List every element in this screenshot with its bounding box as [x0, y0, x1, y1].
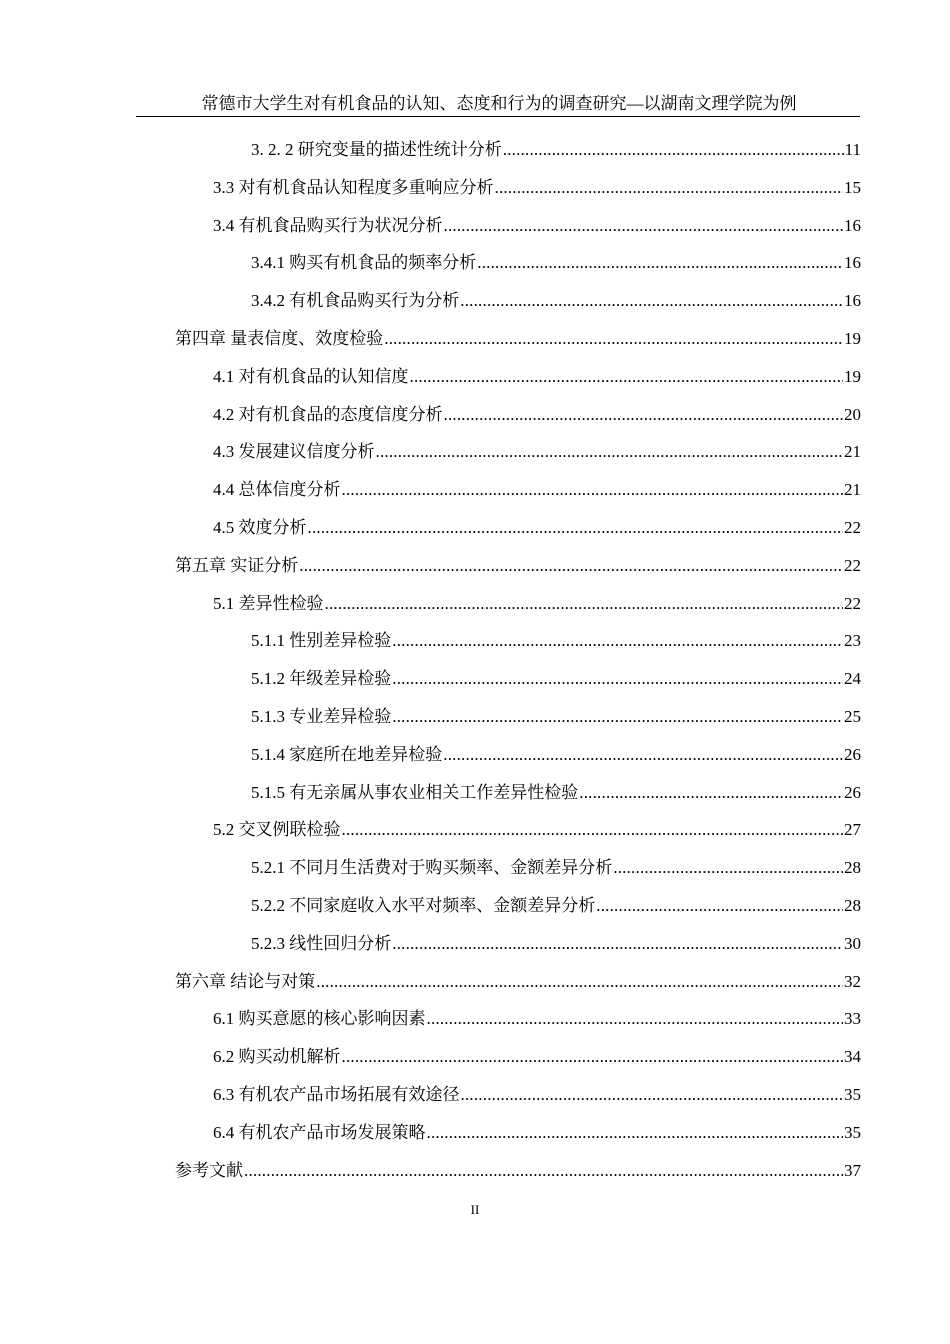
toc-entry-title: 第六章 结论与对策 — [175, 971, 316, 991]
toc-entry-title: 4.3 发展建议信度分析 — [213, 442, 375, 462]
toc-entry-page: 22 — [844, 555, 861, 575]
toc-entry[interactable] — [213, 471, 861, 509]
toc-entry-title: 3.4 有机食品购买行为状况分析 — [213, 215, 443, 235]
toc-dot-leader — [308, 509, 844, 547]
toc-entry-title: 3.4.1 购买有机食品的频率分析 — [251, 253, 477, 273]
toc-entry[interactable] — [213, 358, 861, 396]
toc-entry-title: 4.5 效度分析 — [213, 518, 307, 537]
toc-entry-title: 第五章 实证分析 — [175, 555, 299, 575]
toc-entry-title: 3. 2. 2 研究变量的描述性统计分析 — [251, 140, 502, 159]
running-header: 常德市大学生对有机食品的认知、态度和行为的调查研究—以湖南文理学院为例 — [201, 94, 797, 113]
toc-entry[interactable] — [251, 736, 861, 774]
toc-entry-title: 3.4.2 有机食品购买行为分析 — [251, 291, 460, 311]
toc-entry-title: 4.1 对有机食品的认知信度 — [213, 366, 409, 386]
toc-entry-title: 4.2 对有机食品的态度信度分析 — [213, 404, 443, 424]
toc-entry-title: 4.4 总体信度分析 — [213, 480, 341, 500]
toc-entry[interactable] — [213, 1038, 861, 1076]
toc-entry-title: 5.1.5 有无亲属从事农业相关工作差异性检验 — [251, 782, 579, 802]
toc-dot-leader — [443, 736, 843, 774]
toc-entry-page: 11 — [844, 140, 861, 159]
toc-dot-leader — [342, 1038, 844, 1076]
toc-dot-leader — [410, 358, 844, 396]
toc-entry-page: 33 — [844, 1009, 861, 1029]
toc-entry[interactable] — [251, 925, 861, 963]
toc-entry-page: 34 — [844, 1047, 861, 1067]
toc-entry-title: 第四章 量表信度、效度检验 — [175, 329, 384, 348]
toc-entry-title: 5.1.3 专业差异检验 — [251, 707, 392, 726]
toc-entry[interactable] — [251, 622, 861, 660]
toc-entry-page: 21 — [844, 480, 861, 500]
toc-entry-title: 5.2 交叉例联检验 — [213, 820, 341, 840]
toc-dot-leader — [392, 925, 843, 963]
toc-dot-leader — [444, 207, 844, 245]
header-rule — [136, 116, 860, 117]
toc-entry-title: 5.2.3 线性回归分析 — [251, 933, 392, 953]
toc-entry[interactable] — [251, 660, 861, 698]
toc-dot-leader — [244, 1152, 843, 1190]
toc-entry-title: 6.1 购买意愿的核心影响因素 — [213, 1009, 426, 1029]
toc-entry-page: 25 — [844, 707, 861, 726]
toc-entry[interactable] — [213, 585, 861, 623]
toc-entry[interactable] — [213, 433, 861, 471]
toc-entry[interactable] — [175, 547, 861, 585]
toc-entry[interactable] — [175, 320, 861, 358]
toc-entry-page: 26 — [844, 782, 861, 802]
toc-dot-leader — [503, 131, 844, 169]
toc-entry-page: 20 — [844, 404, 861, 424]
toc-entry-page: 28 — [844, 858, 861, 878]
toc-entry[interactable] — [251, 131, 861, 169]
toc-entry[interactable] — [251, 282, 861, 320]
toc-dot-leader — [342, 811, 844, 849]
toc-dot-leader — [495, 169, 844, 207]
toc-dot-leader — [392, 660, 843, 698]
toc-entry-page: 15 — [844, 177, 861, 197]
toc-entry[interactable] — [213, 1114, 861, 1152]
toc-dot-leader — [579, 774, 843, 812]
toc-entry[interactable] — [213, 1076, 861, 1114]
toc-entry-page: 26 — [844, 744, 861, 764]
toc-entry-page: 27 — [844, 820, 861, 840]
toc-entry-page: 28 — [844, 896, 861, 915]
toc-dot-leader — [376, 433, 844, 471]
toc-entry[interactable] — [213, 509, 861, 547]
toc-entry[interactable] — [251, 698, 861, 736]
toc-dot-leader — [384, 320, 843, 358]
toc-entry[interactable] — [251, 849, 861, 887]
toc-entry-page: 24 — [844, 669, 861, 689]
toc-entry[interactable] — [213, 207, 861, 245]
toc-dot-leader — [427, 1114, 844, 1152]
toc-entry-page: 35 — [844, 1122, 861, 1142]
toc-entry-page: 21 — [844, 442, 861, 462]
toc-dot-leader — [325, 585, 844, 623]
toc-entry-page: 37 — [844, 1160, 861, 1180]
toc-dot-leader — [299, 547, 843, 585]
toc-dot-leader — [392, 622, 843, 660]
toc-entry-title: 6.3 有机农产品市场拓展有效途径 — [213, 1085, 460, 1104]
toc-entry-page: 16 — [844, 253, 861, 273]
toc-dot-leader — [461, 1076, 844, 1114]
toc-entry[interactable] — [213, 1000, 861, 1038]
toc-entry-title: 6.2 购买动机解析 — [213, 1047, 341, 1067]
toc-entry-page: 16 — [844, 291, 861, 311]
toc-entry-title: 5.1.1 性别差异检验 — [251, 631, 392, 651]
toc-entry-page: 35 — [844, 1085, 861, 1104]
toc-entry-title: 5.2.1 不同月生活费对于购买频率、金额差异分析 — [251, 858, 613, 878]
toc-entry[interactable] — [175, 1152, 861, 1190]
toc-entry-page: 19 — [844, 366, 861, 386]
toc-dot-leader — [316, 963, 843, 1001]
toc-entry[interactable] — [251, 887, 861, 925]
toc-dot-leader — [613, 849, 843, 887]
toc-entry-title: 5.1.2 年级差异检验 — [251, 669, 392, 689]
toc-dot-leader — [444, 396, 844, 434]
page-number: II — [470, 1202, 480, 1217]
toc-entry[interactable] — [251, 774, 861, 812]
toc-entry[interactable] — [213, 811, 861, 849]
toc-entry-title: 参考文献 — [175, 1160, 243, 1180]
toc-entry-page: 32 — [844, 971, 861, 991]
toc-dot-leader — [596, 887, 843, 925]
toc-entry-page: 23 — [844, 631, 861, 651]
toc-entry-title: 5.1.4 家庭所在地差异检验 — [251, 744, 443, 764]
toc-entry[interactable] — [213, 169, 861, 207]
toc-dot-leader — [460, 282, 843, 320]
toc-dot-leader — [392, 698, 843, 736]
toc-entry-title: 5.2.2 不同家庭收入水平对频率、金额差异分析 — [251, 896, 596, 915]
toc-entry[interactable] — [251, 244, 861, 282]
toc-entry-title: 3.3 对有机食品认知程度多重响应分析 — [213, 177, 494, 197]
toc-entry-page: 30 — [844, 933, 861, 953]
toc-dot-leader — [427, 1000, 844, 1038]
toc-entry-page: 22 — [844, 518, 861, 537]
toc-entry-page: 19 — [844, 329, 861, 348]
toc-entry-title: 5.1 差异性检验 — [213, 593, 324, 613]
toc-entry[interactable] — [175, 963, 861, 1001]
toc-entry[interactable] — [213, 396, 861, 434]
toc-entry-title: 6.4 有机农产品市场发展策略 — [213, 1122, 426, 1142]
toc-entry-page: 22 — [844, 593, 861, 613]
toc-entry-page: 16 — [844, 215, 861, 235]
toc-dot-leader — [342, 471, 844, 509]
toc-dot-leader — [477, 244, 843, 282]
